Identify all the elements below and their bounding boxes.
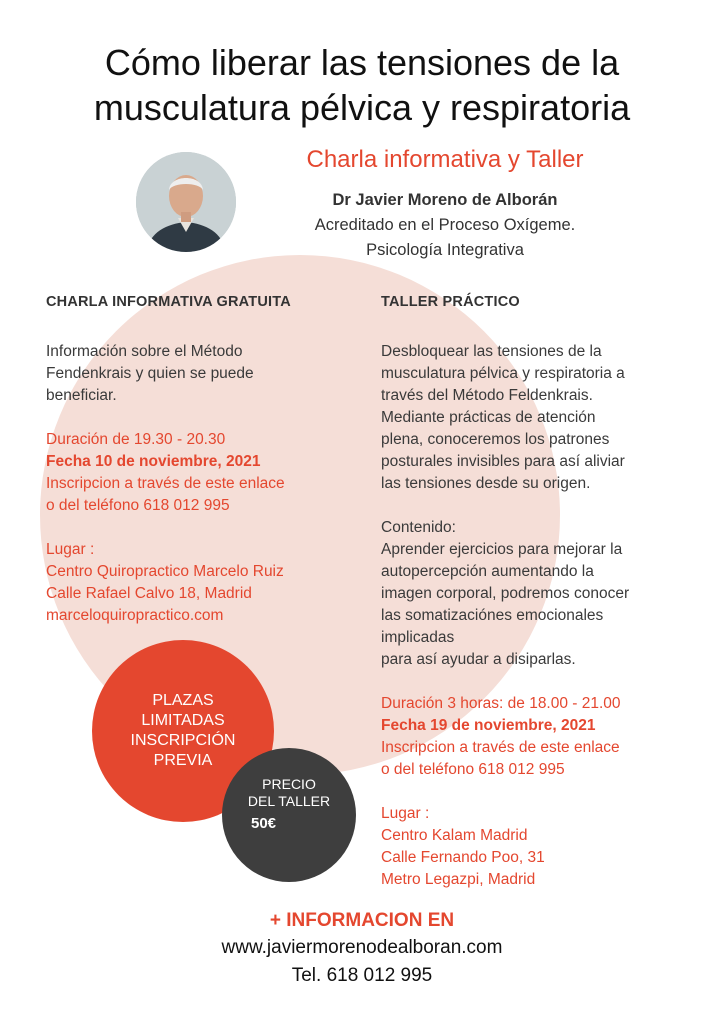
price-badge: [222, 748, 356, 882]
price-label-line: DEL TALLER: [247, 793, 331, 809]
taller-content-label: Contenido:: [381, 519, 456, 536]
speaker-photo: [136, 152, 236, 252]
charla-date: Fecha 10 de noviembre, 2021: [46, 453, 261, 470]
plazas-line: PREVIA: [153, 752, 213, 769]
plazas-line: LIMITADAS: [141, 712, 225, 729]
taller-description-line: musculatura pélvica y respiratoria a: [381, 365, 625, 382]
charla-place-address: Calle Rafael Calvo 18, Madrid: [46, 585, 252, 602]
taller-signup-link[interactable]: Inscripcion a través de este enlace: [381, 739, 620, 756]
taller-content-line: las somatizaciónes emocionales: [381, 607, 604, 624]
charla-place-label: Lugar :: [46, 541, 95, 558]
taller-signup[interactable]: [381, 737, 701, 781]
taller-place-name: Centro Kalam Madrid: [381, 827, 528, 844]
charla-signup-phone: o del teléfono 618 012 995: [46, 497, 230, 514]
speaker-photo-illustration: [136, 152, 236, 252]
taller-description-line: través del Método Feldenkrais.: [381, 387, 593, 404]
footer-more-info: + INFORMACION EN: [269, 910, 455, 931]
taller-content-line: para así ayudar a disiparlas.: [381, 651, 576, 668]
taller-column: [381, 291, 701, 891]
page-title: [0, 40, 724, 130]
taller-description-line: plena, conoceremos los patrones: [381, 431, 610, 448]
taller-content: [381, 539, 701, 671]
price-value: 50€: [251, 815, 277, 832]
charla-place-website[interactable]: marceloquiropractico.com: [46, 607, 224, 624]
taller-content-line: imagen corporal, podremos conocer: [381, 585, 630, 602]
charla-place-name: Centro Quiropractico Marcelo Ruiz: [46, 563, 284, 580]
taller-content-line: implicadas: [381, 629, 455, 646]
taller-place-metro: Metro Legazpi, Madrid: [381, 871, 536, 888]
taller-place: [381, 825, 701, 891]
taller-description-line: posturales invisibles para así aliviar: [381, 453, 625, 470]
taller-duration: Duración 3 horas: de 18.00 - 21.00: [381, 695, 621, 712]
taller-date: Fecha 19 de noviembre, 2021: [381, 717, 596, 734]
charla-description-line: Fendenkrais y quien se puede: [46, 365, 254, 382]
taller-content-line: autopercepción aumentando la: [381, 563, 594, 580]
taller-place-label: Lugar :: [381, 805, 430, 822]
taller-place-address: Calle Fernando Poo, 31: [381, 849, 545, 866]
taller-description-line: Mediante prácticas de atención: [381, 409, 596, 426]
title-line-2: musculatura pélvica y respiratoria: [93, 87, 631, 128]
plazas-line: PLAZAS: [152, 692, 214, 709]
price-label: [222, 776, 356, 810]
plazas-line: INSCRIPCIÓN: [130, 732, 236, 749]
charla-description-line: beneficiar.: [46, 387, 117, 404]
speaker-name: Dr Javier Moreno de Alborán: [332, 191, 558, 209]
speaker-field: Psicología Integrativa: [366, 241, 524, 259]
subtitle: Charla informativa y Taller: [306, 146, 584, 173]
charla-signup[interactable]: [46, 473, 346, 517]
charla-description: [46, 341, 346, 407]
price-label-line: PRECIO: [262, 776, 316, 792]
charla-place: [46, 561, 346, 627]
taller-heading: TALLER PRÁCTICO: [381, 294, 520, 310]
charla-signup-link[interactable]: Inscripcion a través de este enlace: [46, 475, 285, 492]
speaker-credential: Acreditado en el Proceso Oxígeme.: [314, 216, 576, 234]
taller-signup-phone: o del teléfono 618 012 995: [381, 761, 565, 778]
taller-description-line: Desbloquear las tensiones de la: [381, 343, 602, 360]
taller-description: [381, 341, 701, 495]
charla-heading: CHARLA INFORMATIVA GRATUITA: [46, 294, 291, 310]
footer-phone: Tel. 618 012 995: [291, 965, 433, 986]
footer: [0, 892, 724, 1024]
taller-description-line: las tensiones desde su origen.: [381, 475, 591, 492]
footer-website[interactable]: www.javiermorenodealboran.com: [221, 937, 503, 958]
charla-column: [46, 291, 346, 627]
charla-description-line: Información sobre el Método: [46, 343, 243, 360]
title-line-1: Cómo liberar las tensiones de la: [104, 42, 620, 83]
taller-content-line: Aprender ejercicios para mejorar la: [381, 541, 623, 558]
speaker-info: [250, 188, 640, 263]
charla-duration: Duración de 19.30 - 20.30: [46, 431, 226, 448]
